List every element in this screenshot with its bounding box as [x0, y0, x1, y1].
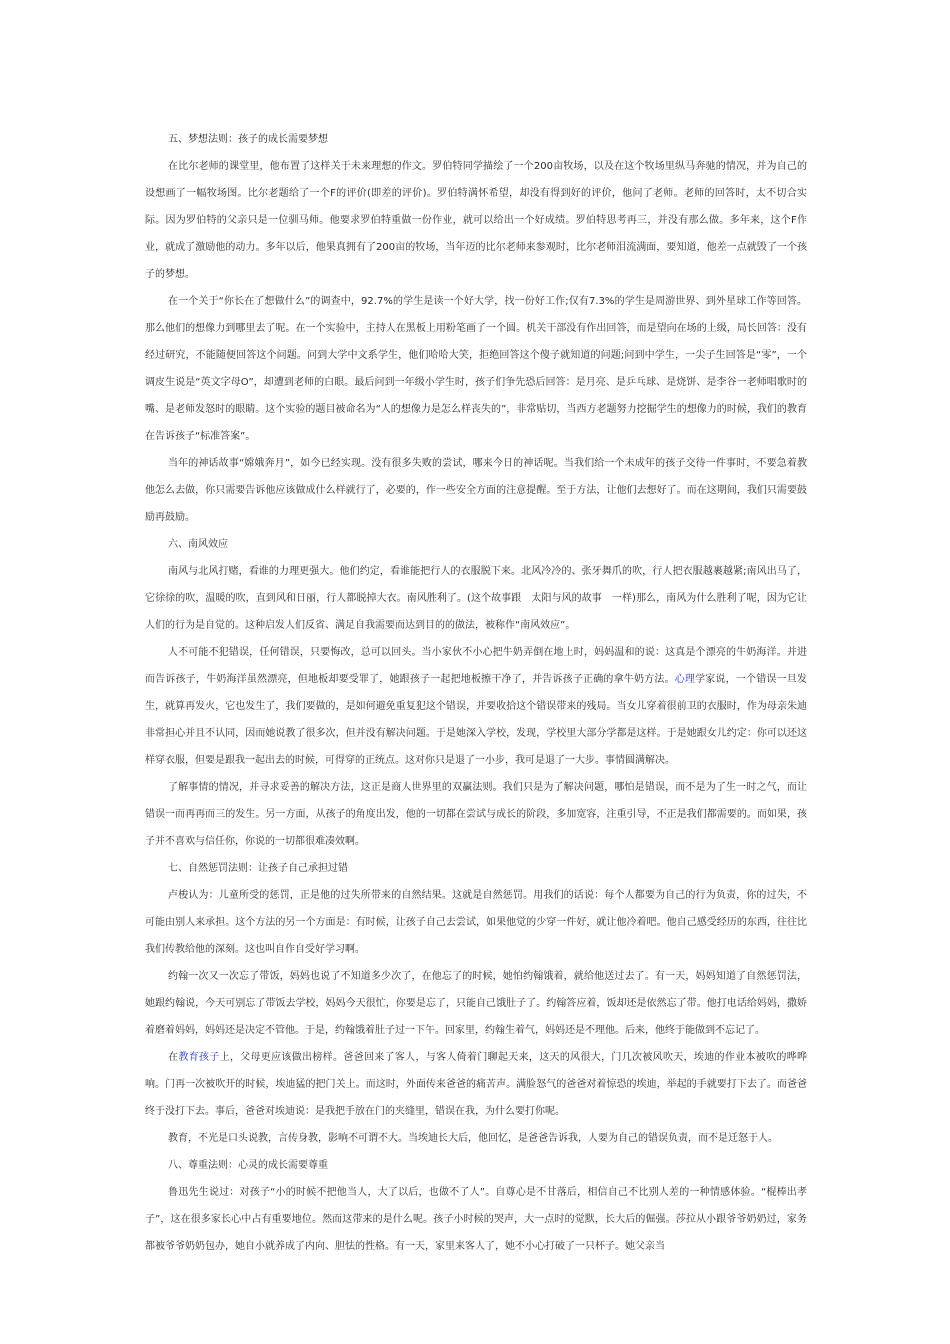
- document-body: [145, 126, 807, 1260]
- section-heading-natural-punishment: 七、自然惩罚法则：让孩子自己承担过错: [168, 863, 348, 874]
- paragraph-dream-3: 当年的神话故事“嫦娥奔月”，如今已经实现。没有很多失败的尝试，哪来今日的神话呢。当我们给一个未成年的孩子交待一件事时，不要急着教他怎么去做，你只需要告诉他应该做成什么样就行了，必要的，作一些安全方面的注意提醒。至于方法，让他们去想好了。而在这期间，我们只需要鼓励再鼓励。: [145, 458, 807, 523]
- paragraph-dream-2: 在一个关于“你长在了想做什么”的调查中，92.7%的学生是读一个好大学，找一份好工作;仅有7.3%的学生是周游世界、到外星球工作等回答。那么他们的想像力到哪里去了呢。在一个实验中，主持人在黑板上用粉笔画了一个圆。机关干部没有作出回答，而是望向在场的上级，局长回答：没有经过研究，不能随便回答这个问题。问到大学中文系学生，他们哈哈大笑，拒绝回答这个傻子就知道的问题;问到中学生，一尖子生回答是“零”，一个调皮生说是“英文字母O”，却遭到老师的白眼。最后问到一年级小学生时，孩子们争先恐后回答：是月亮、是乒乓球、是烧饼、是李谷一老师唱歌时的嘴、是老师发怒时的眼睛。这个实验的题目被命名为“人的想像力是怎么样丧失的”，非常贴切，当西方老题努力挖掘学生的想像力的时候，我们的教育在告诉孩子“标准答案”。: [145, 296, 807, 442]
- paragraph-natural-punishment-4: 教育，不光是口头说教，言传身教，影响不可谓不大。当埃迪长大后，他回忆，是爸爸告诉我，人要为自己的错误负责，而不是迁怒于人。: [168, 1133, 778, 1144]
- section-heading-south-wind: 六、南风效应: [168, 539, 228, 550]
- paragraph-text: 学家说，一个错误一旦发生，就算再发火，它也发生了，我们要做的，是如何避免重复犯这个错误，并要收拾这个错误带来的残局。当女儿穿着很前卫的衣服时，作为母亲朱迪非常担心并且不认同，因而她说教了很多次，但并没有解决问题。于是她深入学校，发现，学校里大部分学都是这样。于是她跟女儿约定：你可以还这样穿衣服，但要是跟我一起出去的时候，可得穿的正统点。这对你只是退了一小步，我可是退了一大步。事情圆满解决。: [145, 674, 807, 766]
- psychology-link[interactable]: 心理: [674, 674, 696, 685]
- paragraph-south-wind-2: [145, 639, 807, 774]
- section-heading-dream-rule: 五、梦想法则：孩子的成长需要梦想: [168, 134, 328, 145]
- paragraph-natural-punishment-1: 卢梭认为：儿童所受的惩罚，正是他的过失所带来的自然结果。这就是自然惩罚。用我们的话说：每个人都要为自己的行为负责，你的过失，不可能由别人来承担。这个方法的另一个方面是：有时候，让孩子自己去尝试，如果他觉的少穿一件好，就让他冷着吧。他自己感受经历的东西，往往比我们传教给他的深刻。这也叫自作自受好学习啊。: [145, 890, 807, 955]
- paragraph-text: 上，父母更应该做出榜样。爸爸回来了客人，与客人倚着门聊起天来，这天的风很大，门几次被风吹天，埃迪的作业本被吹的哗哗响。门再一次被吹开的时候，埃迪猛的把门关上。而这时，外面传来爸爸的痛苦声。满脸怒气的爸爸对着惊恐的埃迪，举起的手就要打下去了。而爸爸终于没打下去。事后，爸爸对埃迪说：是我把手放在门的夹缝里，错误在我，为什么要打你呢。: [145, 1052, 808, 1117]
- educating-children-link[interactable]: 教育孩子: [178, 1052, 220, 1063]
- paragraph-natural-punishment-3: [145, 1044, 807, 1125]
- paragraph-dream-1: 在比尔老师的课堂里，他布置了这样关于未来理想的作文。罗伯特同学描绘了一个200亩牧场，以及在这个牧场里纵马奔驰的情况，并为自己的设想画了一幅牧场图。比尔老题给了一个F的评价(即差的评价)。罗伯特满怀希望，却没有得到好的评价，他问了老师。老师的回答时，太不切合实际。因为罗伯特的父亲只是一位驯马师。他要求罗伯特重做一份作业，就可以给出一个好成绩。罗伯特思考再三，并没有那么做。多年来，这个F作业，就成了激励他的动力。多年以后，他果真拥有了200亩的牧场，当年迈的比尔老师来参观时，比尔老师泪流满面，要知道，他差一点就毁了一个孩子的梦想。: [145, 161, 807, 280]
- paragraph-natural-punishment-2: 约翰一次又一次忘了带饭，妈妈也说了不知道多少次了，在他忘了的时候，她怕约翰饿着，就给他送过去了。有一天，妈妈知道了自然惩罚法，她跟约翰说，今天可别忘了带饭去学校，妈妈今天很忙，你要是忘了，只能自己饿肚子了。约翰答应着，饭却还是依然忘了带。他打电话给妈妈，撒娇着磨着妈妈，妈妈还是决定不管他。于是，约翰饿着肚子过一下午。回家里，约翰生着气，妈妈还是不理他。后来，他终于能做到不忘记了。: [145, 971, 807, 1036]
- paragraph-south-wind-3: 了解事情的情况，并寻求妥善的解决方法，这正是商人世界里的双赢法则。我们只是为了解决问题，哪怕是错误，而不是为了生一时之气，而让错误一而再再而三的发生。另一方面，从孩子的角度出发，他的一切都在尝试与成长的阶段，多加宽容，注重引导，不正是我们都需要的。而如果，孩子并不喜欢与信任你，你说的一切都很难凑效啊。: [145, 782, 807, 847]
- paragraph-respect-1: 鲁迅先生说过：对孩子“小的时候不把他当人，大了以后，也做不了人”。自尊心是不甘落后，相信自己不比别人差的一种情感体验。“棍棒出孝子”，这在很多家长心中占有重要地位。然而这带来的是什么呢。孩子小时候的哭声，大一点时的觉默，长大后的倔强。莎拉从小跟爷爷奶奶过，家务都被爷爷奶奶包办，她自小就养成了内向、胆怯的性格。有一天，家里来客人了，她不小心打破了一只杯子。她父亲当: [145, 1187, 807, 1252]
- paragraph-text: 人不可能不犯错误，任何错误，只要悔改，总可以回头。当小家伙不小心把牛奶弄倒在地上时，妈妈温和的说：这真是个漂亮的牛奶海洋。并进而告诉孩子，牛奶海洋虽然漂亮，但地板却要受罪了，她跟孩子一起把地板擦干净了，并告诉孩子正确的拿牛奶方法。: [145, 647, 807, 685]
- section-heading-respect-rule: 八、尊重法则：心灵的成长需要尊重: [168, 1160, 328, 1171]
- paragraph-south-wind-1: 南风与北风打赌，看谁的力理更强大。他们约定，看谁能把行人的衣服脱下来。北风冷冷的、张牙舞爪的吹，行人把衣服越裹越紧;南风出马了，它徐徐的吹，温暖的吹，直到风和日丽，行人都脱掉大衣。南风胜利了。(这个故事跟 太阳与风的故事 一样)那么，南风为什么胜利了呢，因为它让人们的行为是自觉的。这种启发人们反省、满足自我需要而达到目的的做法，被称作“南风效应”。: [145, 566, 807, 631]
- paragraph-text: 在: [168, 1052, 179, 1063]
